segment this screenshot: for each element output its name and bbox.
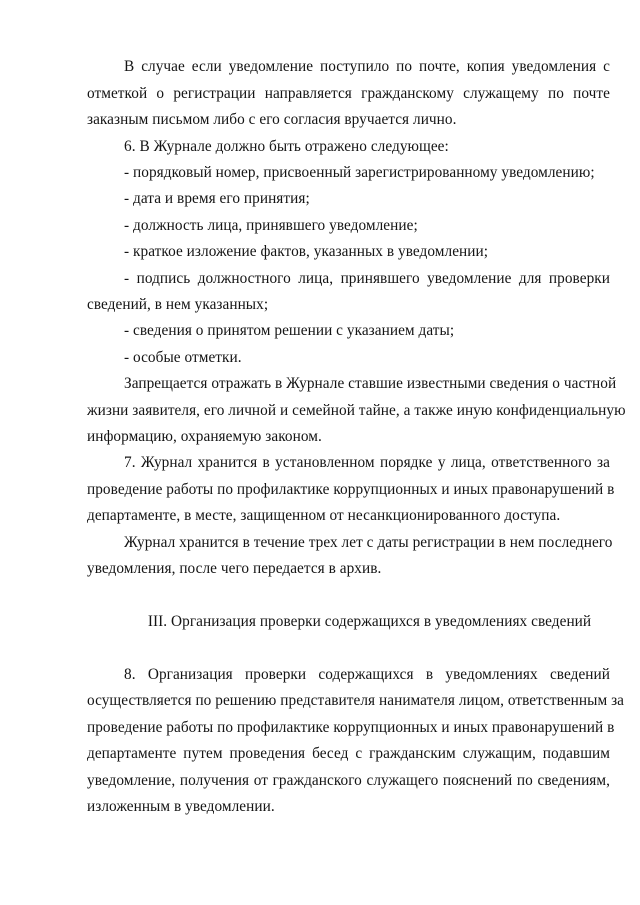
paragraph-line: Журнал хранится в течение трех лет с даты регистрации в нем последнего: [124, 534, 613, 551]
paragraph-line: В случае если уведомление поступило по почте, копия уведомления с: [124, 58, 610, 75]
list-item: - дата и время его принятия;: [124, 190, 310, 207]
paragraph-line: отметкой о регистрации направляется гражданскому служащему по почте: [87, 85, 610, 102]
paragraph-line: заказным письмом либо с его согласия вручается лично.: [87, 111, 457, 128]
list-item: - особые отметки.: [124, 349, 242, 366]
paragraph-line: 8. Организация проверки содержащихся в уведомлениях сведений: [124, 666, 610, 683]
paragraph-line: проведение работы по профилактике коррупционных и иных правонарушений в: [87, 481, 615, 498]
paragraph-line: 7. Журнал хранится в установленном порядке у лица, ответственного за: [124, 454, 610, 471]
paragraph-line: департаменте путем проведения бесед с гражданским служащим, подавшим: [87, 745, 610, 762]
section-heading: III. Организация проверки содержащихся в уведомлениях сведений: [147, 613, 592, 630]
paragraph-line: информацию, охраняемую законом.: [87, 428, 322, 445]
paragraph-line: департаменте, в месте, защищенном от несанкционированного доступа.: [87, 507, 561, 524]
paragraph-line: уведомления, после чего передается в архив.: [87, 560, 382, 577]
list-item: - краткое изложение фактов, указанных в уведомлении;: [124, 243, 489, 260]
list-item: - должность лица, принявшего уведомление;: [124, 217, 418, 234]
paragraph-line: уведомление, получения от гражданского служащего пояснений по сведениям,: [87, 772, 610, 789]
paragraph-line: жизни заявителя, его личной и семейной тайне, а также иную конфиденциальную: [87, 402, 626, 419]
list-item: - порядковый номер, присвоенный зарегистрированному уведомлению;: [124, 164, 595, 181]
paragraph-line: 6. В Журнале должно быть отражено следующее:: [124, 138, 449, 155]
list-item: - подпись должностного лица, принявшего уведомление для проверки: [124, 270, 610, 287]
list-item: - сведения о принятом решении с указанием даты;: [124, 322, 455, 339]
paragraph-line: изложенным в уведомлении.: [87, 798, 275, 815]
paragraph-line: проведение работы по профилактике коррупционных и иных правонарушений в: [87, 719, 615, 736]
paragraph-line: осуществляется по решению представителя нанимателя лицом, ответственным за: [87, 692, 624, 709]
list-item: сведений, в нем указанных;: [87, 296, 269, 313]
paragraph-line: Запрещается отражать в Журнале ставшие известными сведения о частной: [124, 375, 617, 392]
